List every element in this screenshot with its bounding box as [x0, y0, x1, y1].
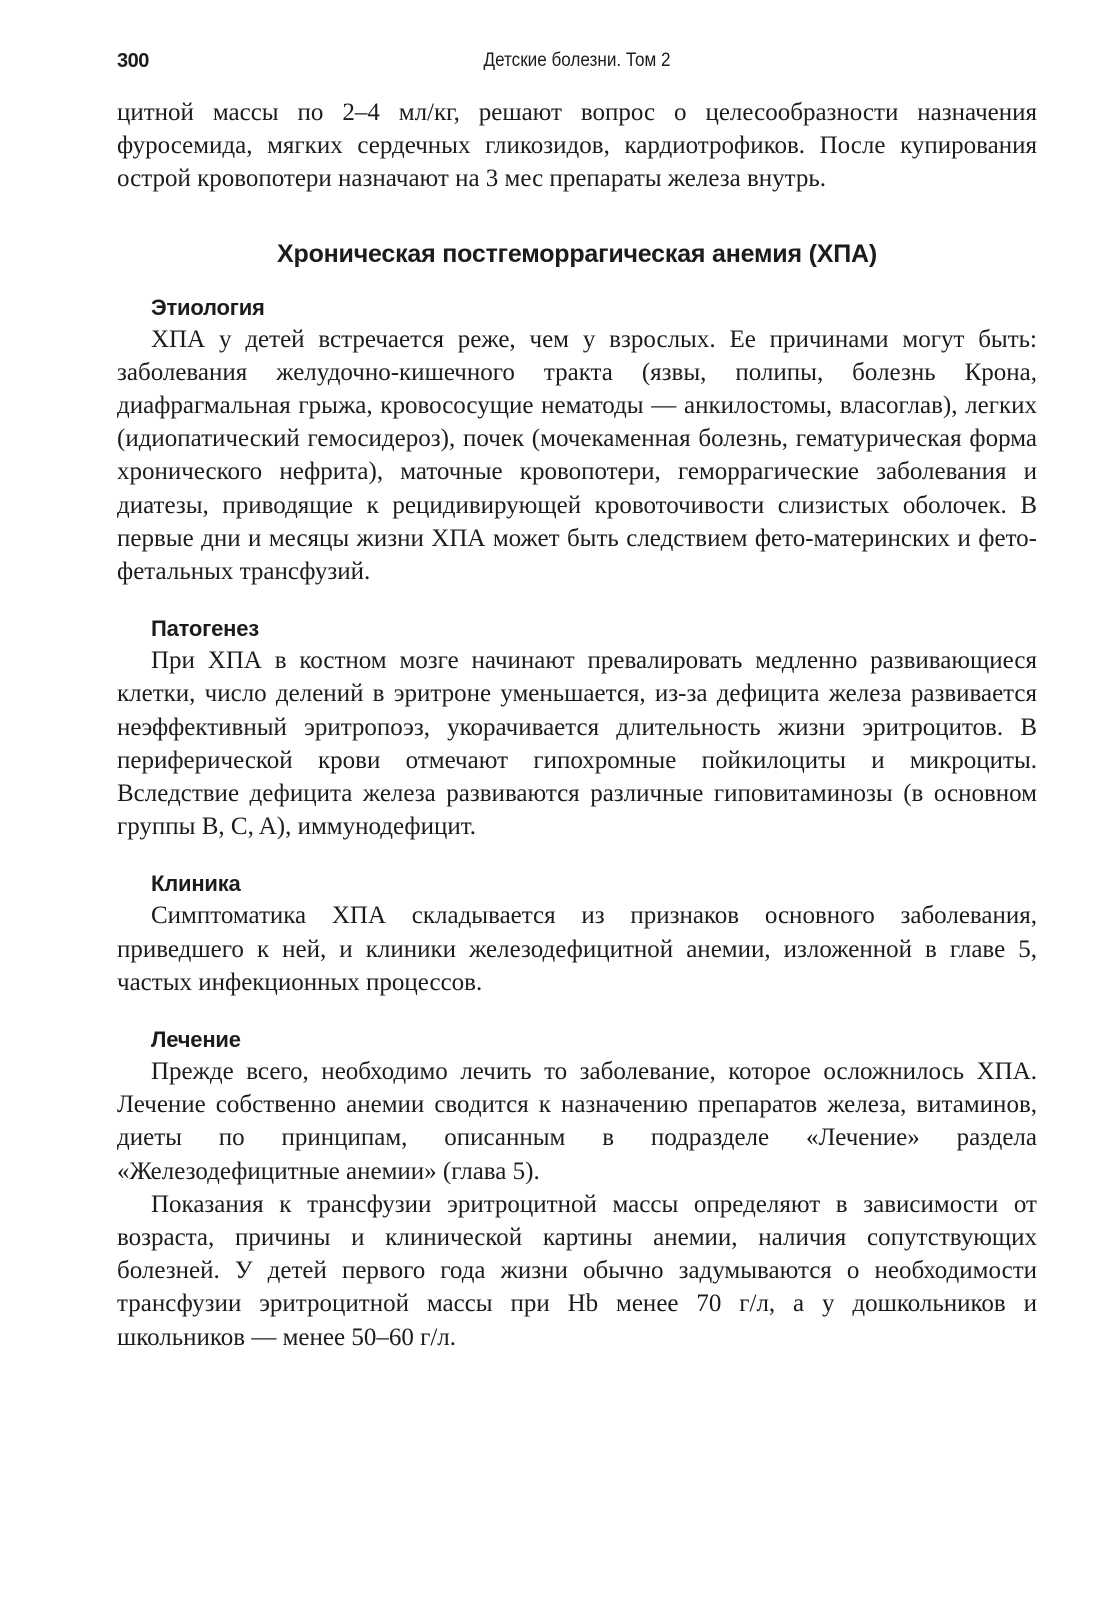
section-pathogenesis	[117, 616, 1037, 843]
section-title-clinic: Клиника	[151, 871, 241, 897]
chapter-title: Хроническая постгеморрагическая анемия (ХПА)	[277, 239, 877, 268]
etiology-paragraph: ХПА у детей встречается реже, чем у взрослых. Ее причинами могут быть: заболевания желудочно-кишечного тракта (язвы, полипы, болезнь Крона, диафрагмальная грыжа, кровососущие нематоды — анкилостомы, власоглав), легких (идиопатический гемосидероз), почек (мочекаменная болезнь, гематурическая форма хронического нефрита), маточные кровопотери, геморрагические заболевания и диатезы, приводящие к рецидивирующей кровоточивости слизистых оболочек. В первые дни и месяцы жизни ХПА может быть следствием фето-материнских и фето-фетальных трансфузий.	[117, 325, 1037, 586]
section-clinic	[117, 871, 1037, 999]
page-number: 300	[117, 50, 149, 72]
running-head	[117, 46, 1037, 78]
section-title-treatment: Лечение	[151, 1027, 241, 1053]
pathogenesis-paragraph: При ХПА в костном мозге начинают превалировать медленно развивающиеся клетки, число делений в эритроне уменьшается, из-за дефицита железа развивается неэффективный эритропоэз, укорачивается длительность жизни эритроцитов. В периферической крови отмечают гипохромные пойкилоциты и микроциты. Вследствие дефицита железа развиваются различные гиповитаминозы (в основном группы B, C, A), иммунодефицит.	[117, 647, 1037, 841]
section-etiology	[117, 295, 1037, 589]
treatment-paragraph-2: Показания к трансфузии эритроцитной массы определяют в зависимости от возраста, причины и клинической картины анемии, наличия сопутствующих болезней. У детей первого года жизни обычно задумываются о необходимости трансфузии эритроцитной массы при Hb менее 70 г/л, а у дошкольников и школьников — менее 50–60 г/л.	[117, 1190, 1037, 1351]
intro-paragraph: цитной массы по 2–4 мл/кг, решают вопрос о целесообразности назначения фуросемида, мягких сердечных гликозидов, кардиотрофиков. После купирования острой кровопотери назначают на 3 мес препараты железа внутрь.	[117, 99, 1037, 193]
book-page	[117, 46, 1037, 1354]
section-title-etiology: Этиология	[151, 294, 265, 320]
section-treatment	[117, 1027, 1037, 1354]
clinic-paragraph: Симптоматика ХПА складывается из признаков основного заболевания, приведшего к ней, и клиники железодефицитной анемии, изложенной в главе 5, частых инфекционных процессов.	[117, 902, 1037, 996]
treatment-paragraph-1: Прежде всего, необходимо лечить то заболевание, которое осложнилось ХПА. Лечение собственно анемии сводится к назначению препаратов железа, витаминов, диеты по принципам, описанным в подразделе «Лечение» раздела «Железодефицитные анемии» (глава 5).	[117, 1058, 1037, 1185]
running-title: Детские болезни. Том 2	[483, 50, 671, 71]
section-title-pathogenesis: Патогенез	[151, 616, 260, 642]
